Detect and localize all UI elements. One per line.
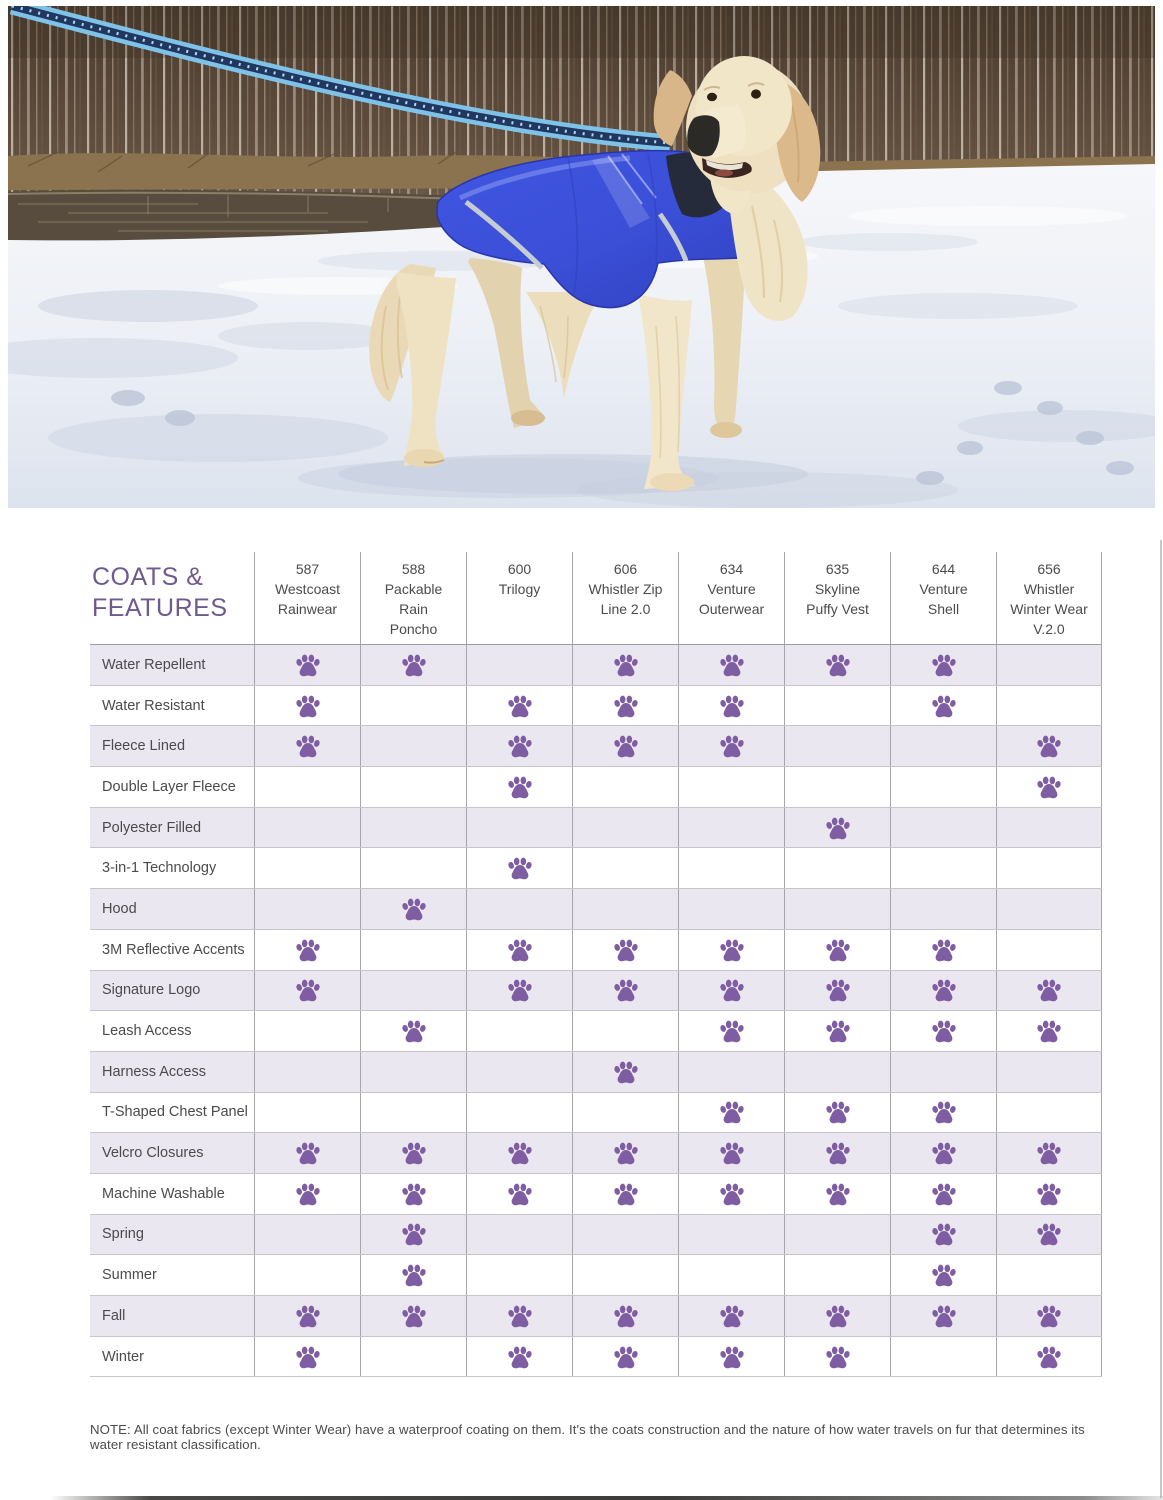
feature-label: Polyester Filled [102, 819, 202, 836]
feature-cell-634 [678, 686, 784, 726]
feature-cell-634 [678, 767, 784, 807]
paw-icon [718, 1018, 746, 1044]
feature-label: Harness Access [102, 1063, 206, 1080]
paw-icon [506, 1181, 534, 1207]
column-number: 600 [507, 561, 532, 577]
feature-cell-588 [360, 1052, 466, 1092]
feature-row [90, 1174, 1102, 1215]
feature-cell-587 [254, 1133, 360, 1173]
paw-icon [930, 1303, 958, 1329]
feature-cell-588 [360, 1296, 466, 1336]
paw-icon [294, 652, 322, 678]
feature-cell-644 [890, 1052, 996, 1092]
paw-icon [930, 1262, 958, 1288]
paw-icon [612, 977, 640, 1003]
paw-icon [718, 937, 746, 963]
paw-icon [1035, 1221, 1063, 1247]
feature-cell-644 [890, 930, 996, 970]
feature-cell-600 [466, 767, 572, 807]
paw-icon [400, 1181, 428, 1207]
feature-cell-600 [466, 889, 572, 929]
feature-cell-644 [890, 1133, 996, 1173]
paw-icon [612, 937, 640, 963]
feature-cell-634 [678, 1296, 784, 1336]
paw-icon [400, 1140, 428, 1166]
feature-cell-587 [254, 1052, 360, 1092]
feature-cell-634 [678, 1011, 784, 1051]
paw-icon [718, 733, 746, 759]
feature-cell-600 [466, 726, 572, 766]
column-name: Westcoast Rainwear [274, 581, 341, 617]
paw-icon [294, 1303, 322, 1329]
dog-nose [687, 115, 719, 156]
feature-cell-644 [890, 971, 996, 1011]
feature-cell-606 [572, 686, 678, 726]
feature-label: 3-in-1 Technology [102, 860, 217, 877]
feature-cell-600 [466, 1133, 572, 1173]
feature-cell-656 [996, 1093, 1102, 1133]
feature-cell-587 [254, 971, 360, 1011]
column-number: 634 [719, 561, 744, 577]
feature-cell-600 [466, 1215, 572, 1255]
column-header-587 [254, 552, 360, 644]
column-number: 635 [825, 561, 850, 577]
column-header-588 [360, 552, 466, 644]
paw-icon [612, 1059, 640, 1085]
paw-icon [718, 1303, 746, 1329]
paw-icon [718, 1344, 746, 1370]
feature-cell-600 [466, 1296, 572, 1336]
paw-icon [1035, 733, 1063, 759]
paw-icon [824, 937, 852, 963]
feature-cell-606 [572, 726, 678, 766]
right-edge-line [1160, 540, 1162, 1498]
feature-cell-635 [784, 889, 890, 929]
paw-icon [506, 733, 534, 759]
feature-cell-588 [360, 645, 466, 685]
paw-icon [612, 652, 640, 678]
feature-cell-644 [890, 686, 996, 726]
feature-cell-644 [890, 1093, 996, 1133]
feature-cell-644 [890, 808, 996, 848]
feature-cell-606 [572, 1255, 678, 1295]
bottom-edge-shadow [50, 1496, 1163, 1500]
feature-cell-588 [360, 767, 466, 807]
feature-label: Fall [102, 1307, 126, 1324]
feature-row [90, 971, 1102, 1012]
feature-row [90, 645, 1102, 686]
feature-cell-656 [996, 1011, 1102, 1051]
feature-row [90, 1011, 1102, 1052]
feature-cell-635 [784, 1337, 890, 1377]
paw-icon [824, 1181, 852, 1207]
feature-cell-606 [572, 808, 678, 848]
feature-row [90, 1215, 1102, 1256]
paw-icon [718, 693, 746, 719]
column-header-656 [996, 552, 1102, 644]
paw-icon [824, 1099, 852, 1125]
column-name: Packable Rain Poncho [384, 581, 443, 637]
feature-cell-656 [996, 971, 1102, 1011]
feature-cell-656 [996, 1174, 1102, 1214]
feature-cell-634 [678, 1133, 784, 1173]
feature-cell-635 [784, 686, 890, 726]
feature-cell-634 [678, 808, 784, 848]
feature-cell-634 [678, 848, 784, 888]
feature-cell-635 [784, 1011, 890, 1051]
paw-icon [824, 1344, 852, 1370]
table-body [90, 645, 1102, 1377]
feature-cell-635 [784, 1052, 890, 1092]
paw-icon [824, 1303, 852, 1329]
paw-icon [1035, 1018, 1063, 1044]
feature-cell-606 [572, 1052, 678, 1092]
paw-icon [930, 693, 958, 719]
feature-cell-588 [360, 726, 466, 766]
feature-cell-644 [890, 1296, 996, 1336]
feature-cell-588 [360, 971, 466, 1011]
feature-cell-644 [890, 1011, 996, 1051]
paw-icon [718, 1140, 746, 1166]
paw-icon [506, 937, 534, 963]
feature-cell-587 [254, 1337, 360, 1377]
feature-cell-600 [466, 1011, 572, 1051]
column-number: 588 [401, 561, 426, 577]
feature-cell-587 [254, 686, 360, 726]
paw-icon [1035, 1303, 1063, 1329]
feature-cell-635 [784, 726, 890, 766]
feature-cell-587 [254, 767, 360, 807]
feature-cell-587 [254, 645, 360, 685]
feature-cell-635 [784, 808, 890, 848]
feature-cell-644 [890, 1215, 996, 1255]
feature-cell-588 [360, 889, 466, 929]
feature-cell-600 [466, 1052, 572, 1092]
paw-icon [400, 896, 428, 922]
feature-cell-656 [996, 1255, 1102, 1295]
paw-icon [612, 693, 640, 719]
feature-cell-644 [890, 726, 996, 766]
paw-icon [930, 977, 958, 1003]
feature-row [90, 889, 1102, 930]
feature-cell-600 [466, 686, 572, 726]
column-name: Venture Outerwear [698, 581, 765, 617]
paw-icon [506, 855, 534, 881]
feature-cell-606 [572, 1133, 678, 1173]
feature-cell-644 [890, 1174, 996, 1214]
table-title [90, 552, 254, 644]
feature-cell-635 [784, 930, 890, 970]
feature-cell-587 [254, 726, 360, 766]
paw-icon [400, 1262, 428, 1288]
paw-icon [718, 652, 746, 678]
feature-cell-656 [996, 726, 1102, 766]
column-name: Trilogy [498, 581, 541, 597]
feature-cell-635 [784, 645, 890, 685]
feature-cell-587 [254, 1011, 360, 1051]
feature-cell-656 [996, 1133, 1102, 1173]
feature-cell-656 [996, 1052, 1102, 1092]
paw-icon [824, 652, 852, 678]
paw-icon [1035, 774, 1063, 800]
feature-cell-588 [360, 1093, 466, 1133]
paw-icon [824, 977, 852, 1003]
feature-cell-656 [996, 645, 1102, 685]
feature-label: T-Shaped Chest Panel [102, 1104, 248, 1121]
paw-icon [824, 1140, 852, 1166]
paw-icon [1035, 1181, 1063, 1207]
feature-cell-588 [360, 808, 466, 848]
feature-cell-656 [996, 1215, 1102, 1255]
paw-icon [1035, 977, 1063, 1003]
feature-cell-587 [254, 930, 360, 970]
feature-label: Spring [102, 1226, 144, 1243]
feature-cell-634 [678, 1052, 784, 1092]
paw-icon [294, 937, 322, 963]
feature-cell-634 [678, 1337, 784, 1377]
feature-cell-588 [360, 848, 466, 888]
feature-cell-600 [466, 848, 572, 888]
feature-label: Velcro Closures [102, 1145, 204, 1162]
paw-icon [1035, 1344, 1063, 1370]
feature-label: Fleece Lined [102, 738, 186, 755]
feature-cell-656 [996, 767, 1102, 807]
feature-cell-644 [890, 767, 996, 807]
column-number: 644 [931, 561, 956, 577]
paw-icon [612, 1181, 640, 1207]
feature-cell-588 [360, 1255, 466, 1295]
feature-cell-634 [678, 645, 784, 685]
feature-row [90, 808, 1102, 849]
feature-cell-606 [572, 1174, 678, 1214]
column-name: Whistler Winter Wear V.2.0 [1010, 581, 1088, 637]
paw-icon [294, 693, 322, 719]
feature-cell-606 [572, 889, 678, 929]
column-number: 606 [613, 561, 638, 577]
paw-icon [400, 1221, 428, 1247]
dog-eye [751, 89, 761, 98]
paw-icon [612, 733, 640, 759]
feature-row [90, 1337, 1102, 1378]
feature-cell-656 [996, 889, 1102, 929]
paw-icon [930, 1181, 958, 1207]
paw-icon [930, 937, 958, 963]
feature-cell-588 [360, 1174, 466, 1214]
feature-cell-634 [678, 1174, 784, 1214]
feature-label: 3M Reflective Accents [102, 941, 245, 958]
feature-cell-588 [360, 1011, 466, 1051]
feature-cell-606 [572, 1296, 678, 1336]
feature-label: Water Resistant [102, 697, 205, 714]
column-header-634 [678, 552, 784, 644]
feature-label: Signature Logo [102, 982, 201, 999]
paw-icon [930, 1221, 958, 1247]
feature-cell-600 [466, 645, 572, 685]
paw-icon [400, 1303, 428, 1329]
feature-cell-587 [254, 889, 360, 929]
column-name: Venture Shell [919, 581, 968, 617]
dog-eye [707, 93, 717, 101]
column-header-606 [572, 552, 678, 644]
feature-row [90, 848, 1102, 889]
table-header [90, 552, 1102, 645]
paw-icon [506, 774, 534, 800]
feature-cell-600 [466, 1337, 572, 1377]
feature-cell-606 [572, 971, 678, 1011]
feature-cell-644 [890, 1255, 996, 1295]
feature-cell-644 [890, 848, 996, 888]
paw-icon [612, 1303, 640, 1329]
paw-icon [400, 652, 428, 678]
feature-label: Hood [102, 900, 137, 917]
feature-cell-587 [254, 1093, 360, 1133]
paw-icon [506, 1140, 534, 1166]
feature-cell-635 [784, 848, 890, 888]
table-title-line2: FEATURES [92, 594, 228, 622]
column-name: Skyline Puffy Vest [806, 581, 869, 617]
feature-cell-635 [784, 1174, 890, 1214]
paw-icon [1035, 1140, 1063, 1166]
feature-cell-635 [784, 1215, 890, 1255]
column-header-644 [890, 552, 996, 644]
paw-icon [506, 693, 534, 719]
feature-cell-588 [360, 1133, 466, 1173]
paw-icon [294, 977, 322, 1003]
paw-icon [824, 1018, 852, 1044]
table-title-line1: COATS & [92, 563, 204, 591]
feature-cell-656 [996, 930, 1102, 970]
feature-row [90, 686, 1102, 727]
feature-row [90, 1093, 1102, 1134]
paw-icon [506, 977, 534, 1003]
feature-cell-656 [996, 848, 1102, 888]
paw-icon [930, 1018, 958, 1044]
column-number: 587 [295, 561, 320, 577]
feature-row [90, 1133, 1102, 1174]
feature-cell-635 [784, 767, 890, 807]
column-header-600 [466, 552, 572, 644]
feature-cell-635 [784, 971, 890, 1011]
feature-cell-600 [466, 971, 572, 1011]
paw-icon [718, 1181, 746, 1207]
feature-cell-656 [996, 686, 1102, 726]
paw-icon [824, 815, 852, 841]
feature-cell-634 [678, 971, 784, 1011]
feature-row [90, 1255, 1102, 1296]
feature-cell-600 [466, 808, 572, 848]
feature-cell-606 [572, 645, 678, 685]
paw-icon [294, 733, 322, 759]
feature-cell-635 [784, 1296, 890, 1336]
feature-row [90, 1296, 1102, 1337]
feature-row [90, 1052, 1102, 1093]
paw-icon [930, 652, 958, 678]
feature-cell-600 [466, 1255, 572, 1295]
feature-label: Summer [102, 1267, 157, 1284]
paw-icon [612, 1344, 640, 1370]
feature-cell-606 [572, 1215, 678, 1255]
feature-cell-600 [466, 1093, 572, 1133]
feature-cell-588 [360, 1215, 466, 1255]
paw-icon [400, 1018, 428, 1044]
feature-cell-587 [254, 1215, 360, 1255]
feature-cell-635 [784, 1093, 890, 1133]
feature-cell-606 [572, 1337, 678, 1377]
feature-cell-587 [254, 1174, 360, 1214]
column-header-635 [784, 552, 890, 644]
feature-label: Machine Washable [102, 1185, 225, 1202]
feature-cell-587 [254, 808, 360, 848]
feature-cell-634 [678, 930, 784, 970]
feature-cell-606 [572, 1093, 678, 1133]
feature-cell-635 [784, 1133, 890, 1173]
feature-cell-587 [254, 1255, 360, 1295]
feature-row [90, 930, 1102, 971]
feature-cell-600 [466, 1174, 572, 1214]
feature-cell-634 [678, 889, 784, 929]
feature-cell-606 [572, 1011, 678, 1051]
feature-cell-644 [890, 889, 996, 929]
paw-icon [930, 1140, 958, 1166]
feature-cell-588 [360, 686, 466, 726]
feature-cell-644 [890, 645, 996, 685]
feature-cell-606 [572, 848, 678, 888]
feature-cell-656 [996, 808, 1102, 848]
paw-icon [294, 1140, 322, 1166]
feature-cell-656 [996, 1296, 1102, 1336]
feature-cell-634 [678, 726, 784, 766]
feature-cell-656 [996, 1337, 1102, 1377]
paw-icon [506, 1344, 534, 1370]
feature-cell-606 [572, 767, 678, 807]
paw-icon [612, 1140, 640, 1166]
feature-cell-587 [254, 848, 360, 888]
feature-label: Double Layer Fleece [102, 778, 236, 795]
column-number: 656 [1037, 561, 1061, 577]
feature-cell-606 [572, 930, 678, 970]
footnote: NOTE: All coat fabrics (except Winter Wear) have a waterproof coating on them. It's the coats construction and the nature of how water travels on fur that determines its water resistant classification. [90, 1422, 1085, 1452]
feature-cell-644 [890, 1337, 996, 1377]
feature-cell-600 [466, 930, 572, 970]
feature-label: Leash Access [102, 1023, 192, 1040]
paw-icon [294, 1181, 322, 1207]
feature-cell-635 [784, 1255, 890, 1295]
feature-row [90, 726, 1102, 767]
feature-cell-588 [360, 930, 466, 970]
feature-label: Winter [102, 1348, 144, 1365]
feature-row [90, 767, 1102, 808]
feature-cell-634 [678, 1255, 784, 1295]
hero-photo [8, 6, 1155, 508]
paw-icon [718, 977, 746, 1003]
paw-icon [718, 1099, 746, 1125]
paw-icon [930, 1099, 958, 1125]
feature-cell-634 [678, 1215, 784, 1255]
feature-cell-634 [678, 1093, 784, 1133]
feature-cell-588 [360, 1337, 466, 1377]
column-name: Whistler Zip Line 2.0 [588, 581, 663, 617]
feature-cell-587 [254, 1296, 360, 1336]
features-table [90, 552, 1102, 1377]
paw-icon [294, 1344, 322, 1370]
paw-icon [506, 1303, 534, 1329]
feature-label: Water Repellent [102, 656, 206, 673]
